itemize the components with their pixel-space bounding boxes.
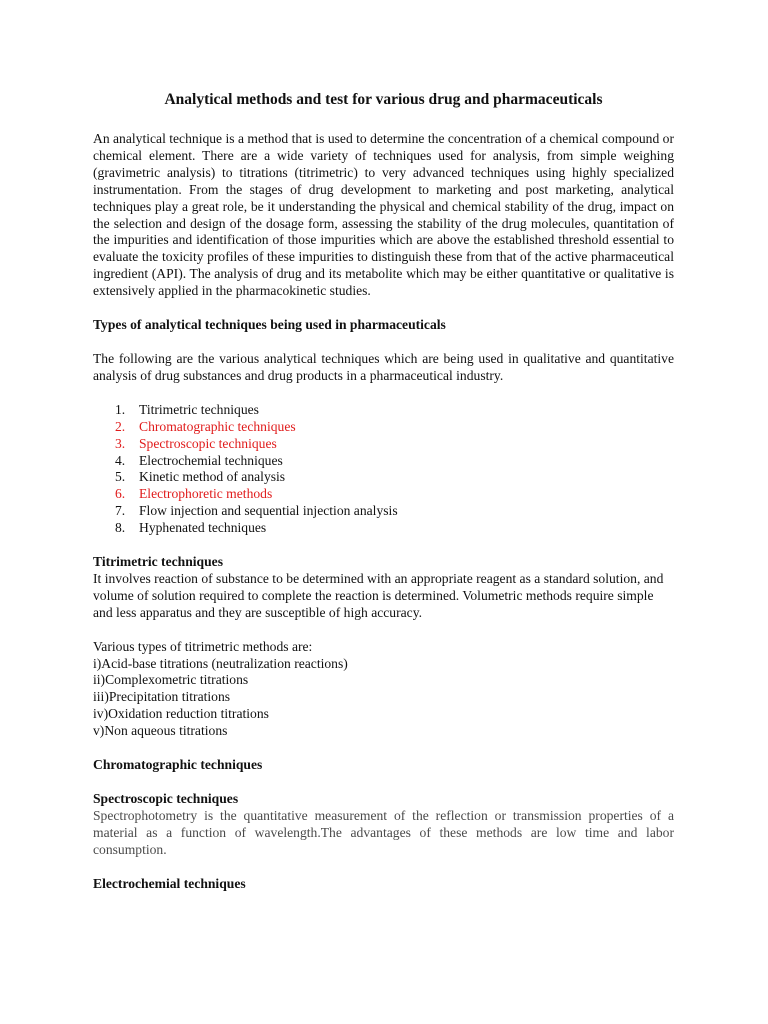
electrochemical-heading: Electrochemial techniques <box>93 875 246 891</box>
spectroscopic-heading: Spectroscopic techniques <box>93 791 239 806</box>
list-item <box>93 436 674 453</box>
document-page <box>93 90 674 893</box>
list-item <box>93 520 674 537</box>
list-item-number: 4. <box>115 452 126 468</box>
titrimetric-heading: Titrimetric techniques <box>93 554 223 570</box>
list-item-label: Kinetic method of analysis <box>139 469 286 485</box>
titrimetric-type-item: iii)Precipitation titrations <box>93 689 231 705</box>
list-item-number: 3. <box>115 435 126 451</box>
spectroscopic-paragraph: Spectrophotometry is the quantitative measurement of the reflection or transmission properties of a material as a function of wavelength.The advantages of these methods are low time and labor consumption. <box>93 807 674 857</box>
list-item-label: Spectroscopic techniques <box>139 435 277 451</box>
list-item-number: 6. <box>115 486 126 502</box>
chromatographic-heading: Chromatographic techniques <box>93 757 263 773</box>
titrimetric-paragraph: It involves reaction of substance to be determined with an appropriate reagent as a standard solution, and volume of solution required to complete the reaction is determined. Volumetric methods require simple and less apparatus and they are susceptible of high accuracy. <box>93 570 664 620</box>
document-title: Analytical methods and test for various drug and pharmaceuticals <box>164 91 603 108</box>
list-item-label: Chromatographic techniques <box>139 418 296 434</box>
titrimetric-types-intro: Various types of titrimetric methods are: <box>93 638 313 654</box>
list-item-number: 5. <box>115 469 126 485</box>
titrimetric-type-item: ii)Complexometric titrations <box>93 672 249 688</box>
list-item-label: Electrophoretic methods <box>139 486 273 502</box>
list-item-label: Titrimetric techniques <box>139 401 259 417</box>
titrimetric-type-item: i)Acid-base titrations (neutralization reactions) <box>93 655 348 671</box>
list-item-label: Flow injection and sequential injection analysis <box>139 503 398 519</box>
list-item <box>93 419 674 436</box>
list-item <box>93 453 674 470</box>
titrimetric-type-item: iv)Oxidation reduction titrations <box>93 706 269 722</box>
list-item-label: Electrochemial techniques <box>139 452 283 468</box>
list-item-number: 7. <box>115 503 126 519</box>
intro-paragraph: An analytical technique is a method that is used to determine the concentration of a chemical compound or chemical element. There are a wide variety of techniques used for analysis, from simple weighing (gravimetric analysis) to titrations (titrimetric) to very advanced techniques using highly specialized instrumentation. From the stages of drug development to marketing and post marketing, analytical techniques play a great role, be it understanding the physical and chemical stability of the drug, impact on the selection and design of the dosage form, assessing the stability of the drug molecules, quantitation of the impurities and identification of those impurities which are above the established threshold essential to evaluate the toxicity profiles of these impurities to distinguish these from that of the active pharmaceutical ingredient (API). The analysis of drug and its metabolite which may be either quantitative or qualitative is extensively applied in the pharmacokinetic studies. <box>93 131 674 299</box>
list-item-label: Hyphenated techniques <box>139 520 267 536</box>
titrimetric-type-item: v)Non aqueous titrations <box>93 723 228 739</box>
list-item-number: 1. <box>115 401 126 417</box>
list-item <box>93 402 674 419</box>
list-item <box>93 503 674 520</box>
list-item <box>93 486 674 503</box>
types-intro-paragraph: The following are the various analytical techniques which are being used in qualitative and quantitative analysis of drug substances and drug products in a pharmaceutical industry. <box>93 350 674 383</box>
techniques-list <box>93 402 674 537</box>
list-item <box>93 469 674 486</box>
list-item-number: 8. <box>115 520 126 536</box>
types-heading: Types of analytical techniques being used in pharmaceuticals <box>93 317 446 333</box>
list-item-number: 2. <box>115 418 126 434</box>
